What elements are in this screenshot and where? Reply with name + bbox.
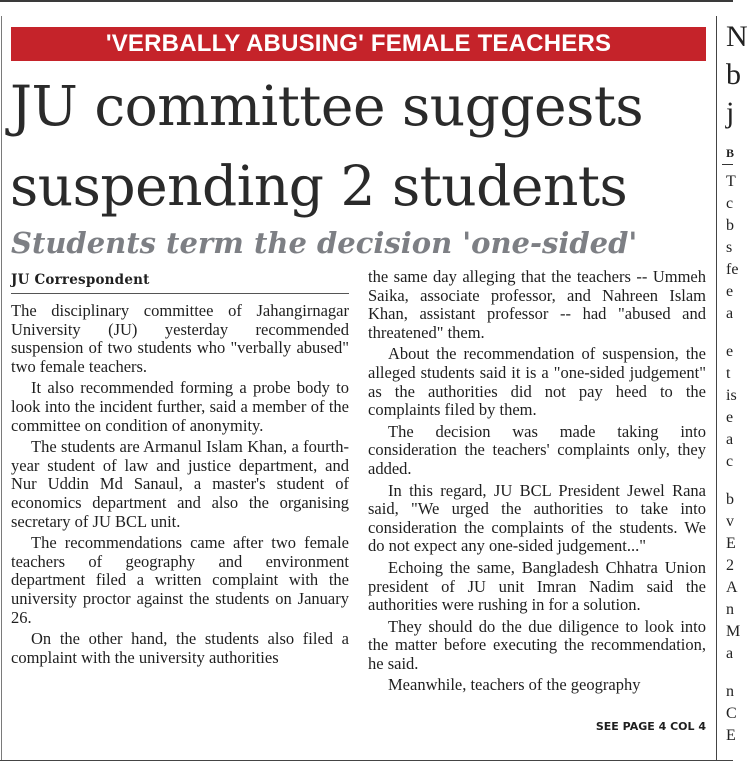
jump-line[interactable]: SEE PAGE 4 COL 4	[595, 720, 706, 733]
paragraph: The students are Armanul Islam Khan, a fourth-year student of law and justice department, and Nur Uddin Md Sanaul, a master's student of economics department and also the organising secretary of JU BCL unit.	[11, 437, 349, 531]
adjacent-text-fragment: M	[726, 623, 741, 640]
adjacent-text-fragment: n	[726, 601, 734, 618]
adjacent-headline-fragment: j	[726, 96, 735, 129]
adjacent-text-fragment: c	[726, 195, 734, 212]
adjacent-byline-rule	[722, 164, 733, 165]
adjacent-text-fragment: b	[726, 217, 734, 234]
adjacent-text-fragment: e	[726, 409, 734, 426]
adjacent-text-fragment: e	[726, 343, 734, 360]
paragraph: the same day alleging that the teachers -- Ummeh Saika, associate professor, and Nahreen Islam Khan, assistant professor -- had "abused and threatened" them.	[368, 267, 706, 342]
adjacent-headline-fragment: b	[726, 58, 741, 91]
paragraph: The decision was made taking into consideration the teachers' complaints only, they added.	[368, 421, 706, 478]
byline	[11, 271, 349, 294]
adjacent-text-fragment: n	[726, 683, 734, 700]
kicker-banner: 'VERBALLY ABUSING' FEMALE TEACHERS	[11, 27, 706, 61]
paragraph: On the other hand, the students also filed a complaint with the university authorities	[11, 629, 349, 667]
adjacent-text-fragment: a	[726, 645, 734, 662]
adjacent-story-fragment	[722, 16, 748, 760]
paragraph: The disciplinary committee of Jahangirnagar University (JU) yesterday recommended suspension of two students who "verbally abused" two female teachers.	[11, 301, 349, 376]
headline	[10, 66, 710, 226]
paragraph: Meanwhile, teachers of the geography	[388, 675, 641, 695]
adjacent-text-fragment: E	[726, 535, 736, 552]
adjacent-text-fragment: a	[726, 431, 734, 448]
adjacent-byline-fragment: B	[726, 146, 735, 160]
article-column-2	[368, 268, 706, 698]
paragraph: They should do the due diligence to look into the matter before executing the recommendation, he said.	[368, 616, 706, 673]
headline-line-1: JU committee suggests	[10, 74, 644, 138]
adjacent-text-fragment: E	[726, 727, 736, 744]
adjacent-text-fragment: b	[726, 491, 734, 508]
paragraph: About the recommendation of suspension, the alleged students said it is a "one-sided judgement" as the authorities did not pay heed to the complaints filed by them.	[368, 344, 706, 420]
left-rule	[1, 16, 2, 760]
adjacent-text-fragment: fe	[726, 261, 739, 278]
adjacent-text-fragment: is	[726, 387, 737, 404]
paragraph: Echoing the same, Bangladesh Chhatra Union president of JU unit Imran Nadim said the authorities were rushing in for a solution.	[368, 557, 706, 615]
adjacent-text-fragment: T	[726, 173, 736, 190]
adjacent-text-fragment: e	[726, 283, 734, 300]
adjacent-text-fragment: a	[726, 305, 734, 322]
adjacent-text-fragment: c	[726, 453, 734, 470]
bottom-rule	[0, 760, 733, 761]
adjacent-text-fragment: v	[726, 513, 734, 530]
column-divider	[716, 16, 717, 760]
subheadline: Students term the decision 'one-sided'	[11, 226, 638, 260]
article-column-1	[11, 302, 349, 670]
adjacent-text-fragment: A	[726, 579, 738, 596]
paragraph: It also recommended forming a probe body to look into the incident further, said a member of the committee on condition of anonymity.	[11, 378, 349, 435]
adjacent-text-fragment: C	[726, 705, 737, 722]
adjacent-text-fragment: s	[726, 239, 733, 256]
top-rule	[0, 0, 733, 2]
adjacent-headline-fragment: N	[726, 20, 748, 53]
adjacent-text-fragment: 2	[726, 557, 734, 574]
paragraph: The recommendations came after two female teachers of geography and environment department filed a written complaint with the university proctor against the students on January 26.	[11, 533, 349, 627]
paragraph: In this regard, JU BCL President Jewel Rana said, "We urged the authorities to take into consideration the complaints of the students. We do not expect any one-sided judgement..."	[368, 480, 706, 556]
headline-line-2: suspending 2 students	[10, 154, 628, 218]
byline-text: JU Correspondent	[11, 272, 150, 288]
adjacent-text-fragment: t	[726, 365, 731, 382]
